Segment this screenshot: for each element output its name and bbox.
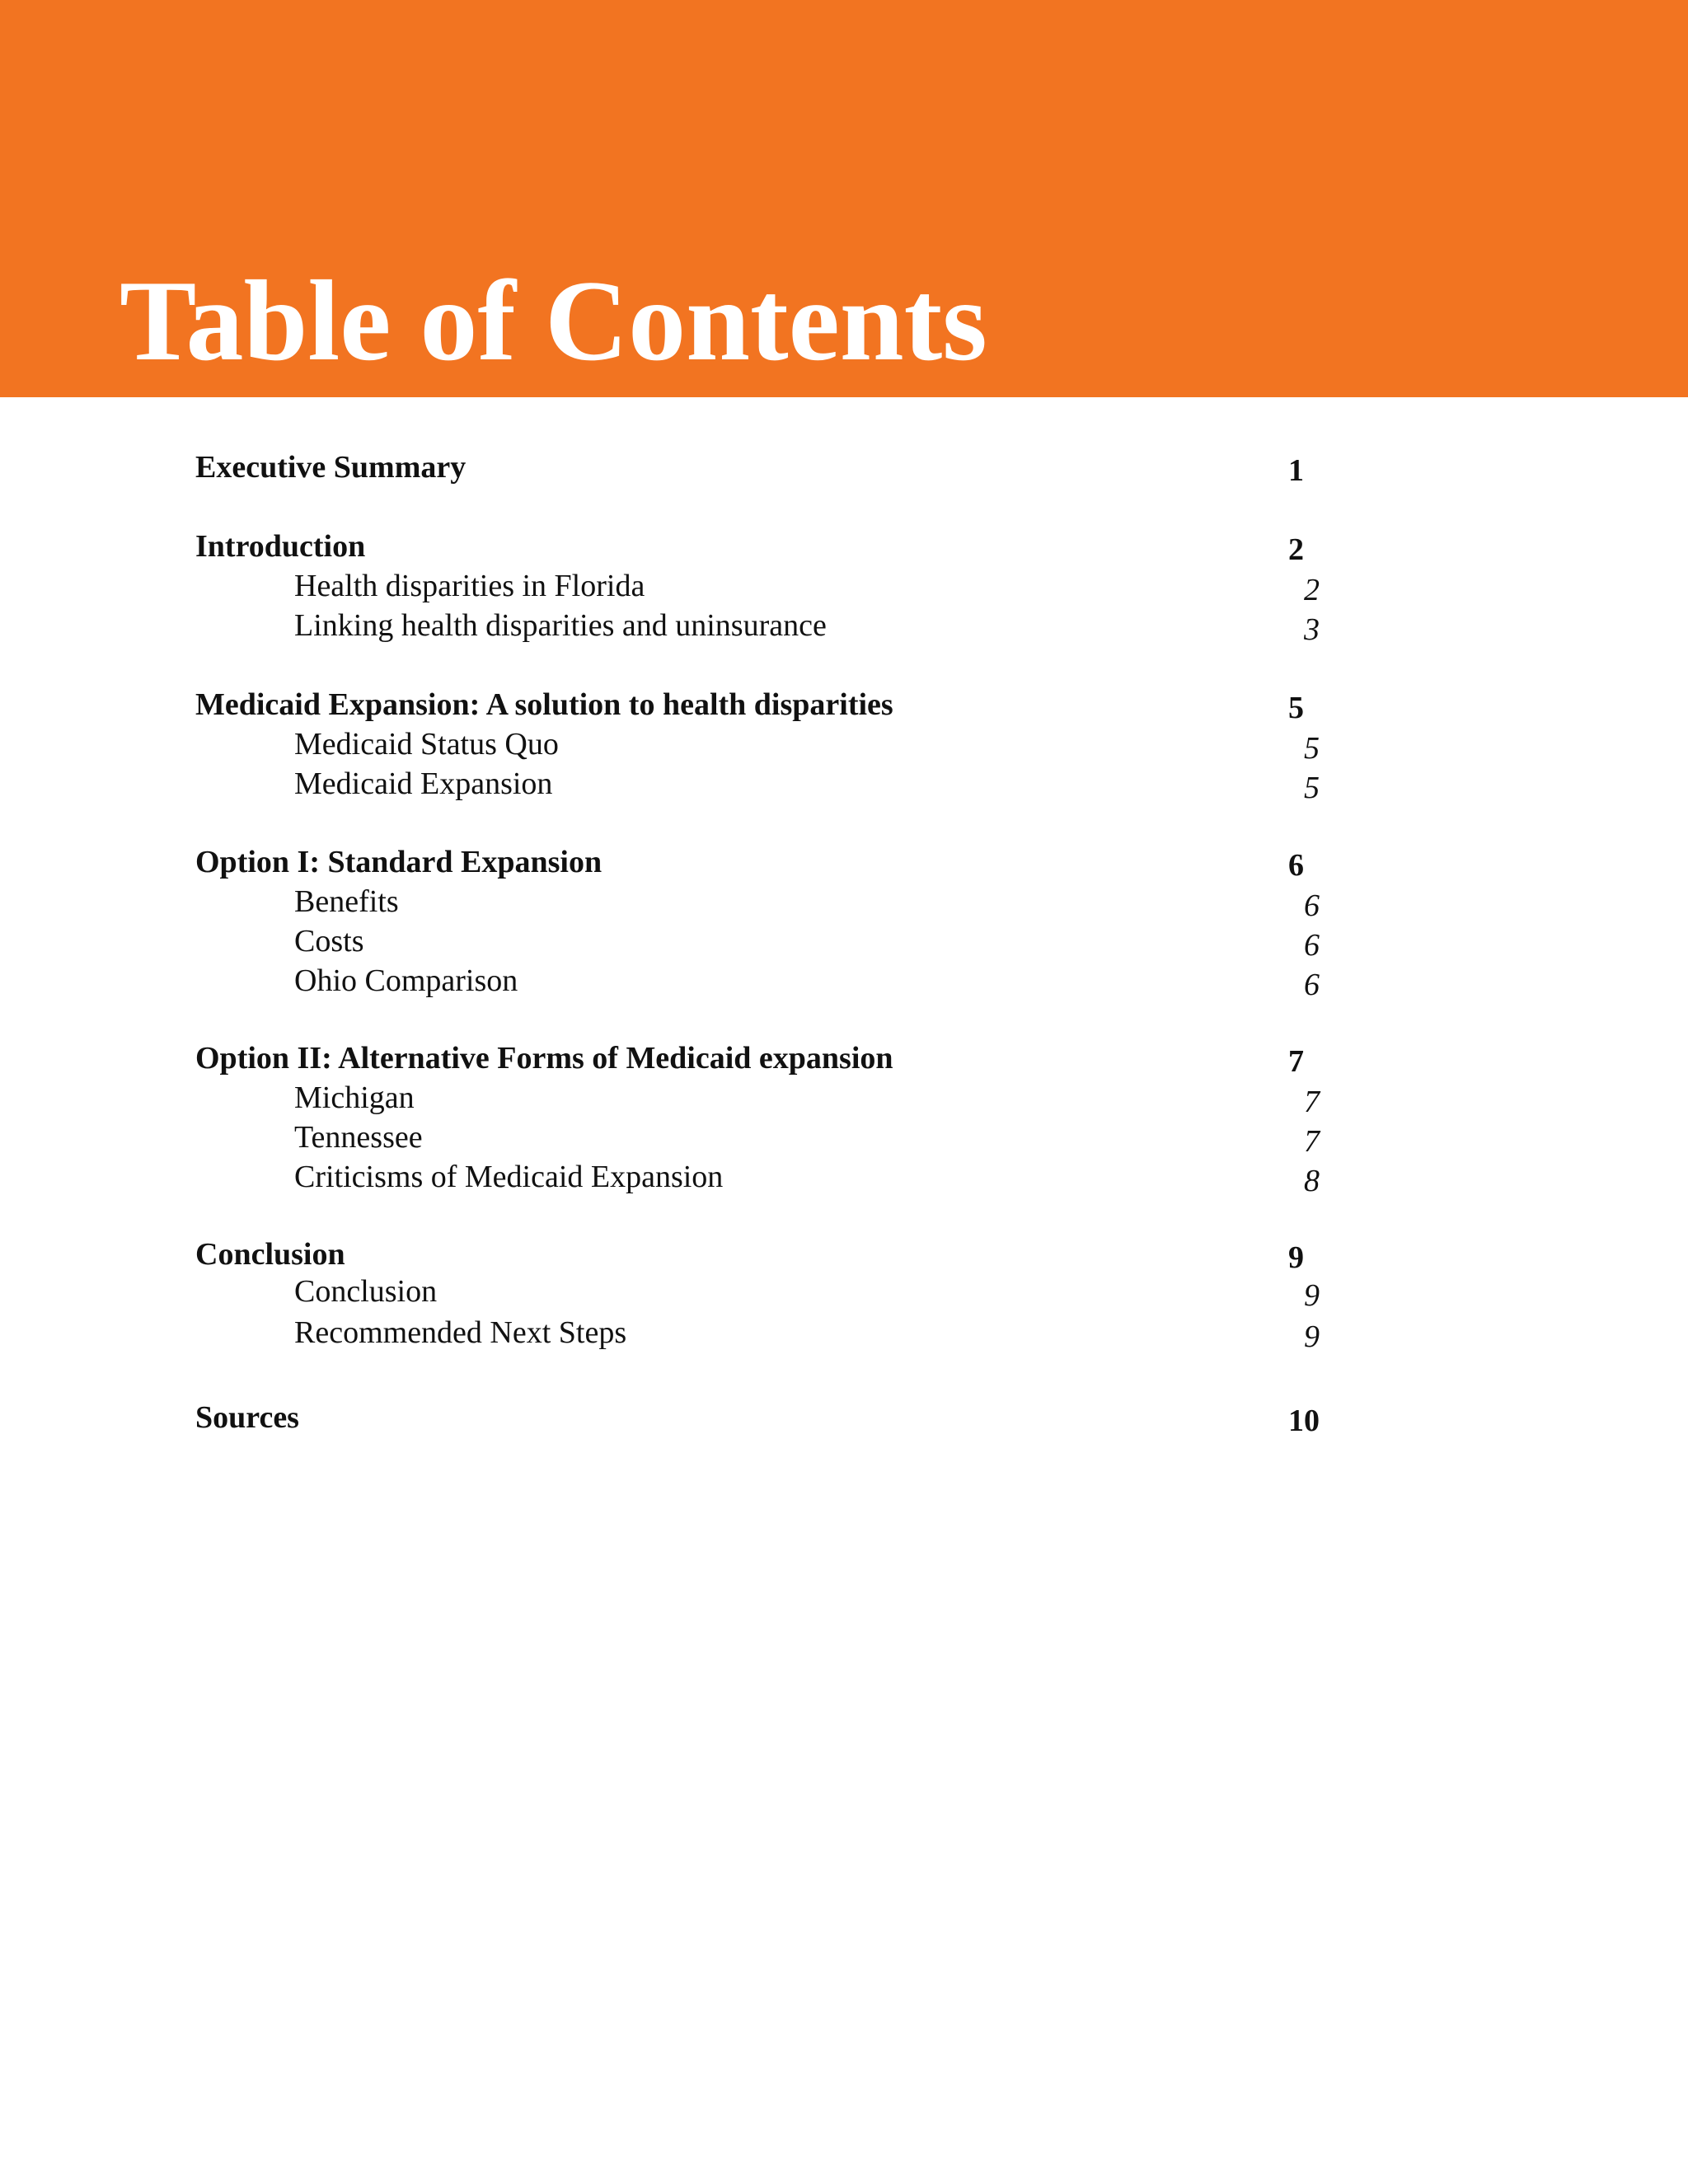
toc-subsection-health-disparities-in-florida[interactable] — [0, 565, 1688, 607]
toc-section-page-number: 5 — [1288, 691, 1304, 725]
toc-section-title: Sources — [195, 1400, 299, 1435]
toc-subsection-page-number: 5 — [1304, 731, 1320, 766]
toc-subsection-costs[interactable] — [0, 921, 1688, 962]
toc-section-introduction[interactable] — [0, 526, 1688, 567]
toc-subsection-michigan[interactable] — [0, 1077, 1688, 1118]
toc-section-page-number: 10 — [1288, 1404, 1320, 1438]
toc-subsection-linking-health-disparities[interactable] — [0, 605, 1688, 646]
toc-section-page-number: 7 — [1288, 1044, 1304, 1079]
toc-subsection-criticisms[interactable] — [0, 1156, 1688, 1197]
toc-section-option-ii[interactable] — [0, 1038, 1688, 1079]
toc-subsection-title: Recommended Next Steps — [294, 1315, 627, 1350]
toc-subsection-conclusion[interactable] — [0, 1271, 1688, 1312]
toc-section-title: Introduction — [195, 529, 366, 564]
toc-section-title: Medicaid Expansion: A solution to health disparities — [195, 687, 893, 722]
toc-subsection-page-number: 9 — [1304, 1319, 1320, 1354]
toc-subsection-medicaid-expansion[interactable] — [0, 763, 1688, 804]
page-title: Table of Contents — [120, 257, 987, 385]
toc-section-title: Option I: Standard Expansion — [195, 845, 603, 879]
toc-subsection-tennessee[interactable] — [0, 1117, 1688, 1158]
toc-section-page-number: 9 — [1288, 1240, 1304, 1275]
toc-subsection-title: Michigan — [294, 1080, 415, 1115]
toc-subsection-page-number: 7 — [1304, 1085, 1320, 1119]
toc-section-title: Executive Summary — [195, 450, 467, 485]
toc-section-page-number: 6 — [1288, 848, 1304, 883]
toc-subsection-title: Costs — [294, 924, 364, 958]
toc-subsection-page-number: 3 — [1304, 612, 1320, 647]
toc-subsection-page-number: 9 — [1304, 1278, 1320, 1313]
toc-subsection-page-number: 7 — [1304, 1124, 1320, 1159]
toc-subsection-title: Linking health disparities and uninsurance — [294, 608, 827, 643]
toc-subsection-page-number: 5 — [1304, 771, 1320, 805]
toc-subsection-benefits[interactable] — [0, 881, 1688, 922]
toc-subsection-title: Ohio Comparison — [294, 963, 518, 998]
toc-subsection-title: Benefits — [294, 884, 399, 919]
toc-subsection-ohio-comparison[interactable] — [0, 960, 1688, 1001]
toc-subsection-title: Tennessee — [294, 1120, 423, 1155]
toc-subsection-page-number: 2 — [1304, 573, 1320, 607]
toc-subsection-page-number: 6 — [1304, 928, 1320, 963]
toc-section-conclusion[interactable] — [0, 1234, 1688, 1275]
toc-subsection-page-number: 8 — [1304, 1164, 1320, 1198]
toc-subsection-recommended-next-steps[interactable] — [0, 1312, 1688, 1353]
toc-subsection-title: Health disparities in Florida — [294, 569, 645, 603]
toc-section-medicaid-expansion[interactable] — [0, 684, 1688, 725]
toc-section-option-i[interactable] — [0, 841, 1688, 883]
toc-section-page-number: 1 — [1288, 453, 1304, 488]
toc-subsection-page-number: 6 — [1304, 968, 1320, 1002]
toc-subsection-title: Medicaid Expansion — [294, 766, 553, 801]
toc-section-sources[interactable] — [0, 1397, 1688, 1438]
toc-subsection-title: Conclusion — [294, 1274, 438, 1309]
toc-subsection-title: Medicaid Status Quo — [294, 727, 559, 762]
toc-section-title: Option II: Alternative Forms of Medicaid expansion — [195, 1041, 893, 1076]
toc-section-page-number: 2 — [1288, 532, 1304, 567]
toc-subsection-medicaid-status-quo[interactable] — [0, 724, 1688, 765]
toc-subsection-page-number: 6 — [1304, 888, 1320, 923]
toc-section-title: Conclusion — [195, 1237, 345, 1272]
toc-subsection-title: Criticisms of Medicaid Expansion — [294, 1160, 724, 1194]
toc-section-executive-summary[interactable] — [0, 447, 1688, 488]
